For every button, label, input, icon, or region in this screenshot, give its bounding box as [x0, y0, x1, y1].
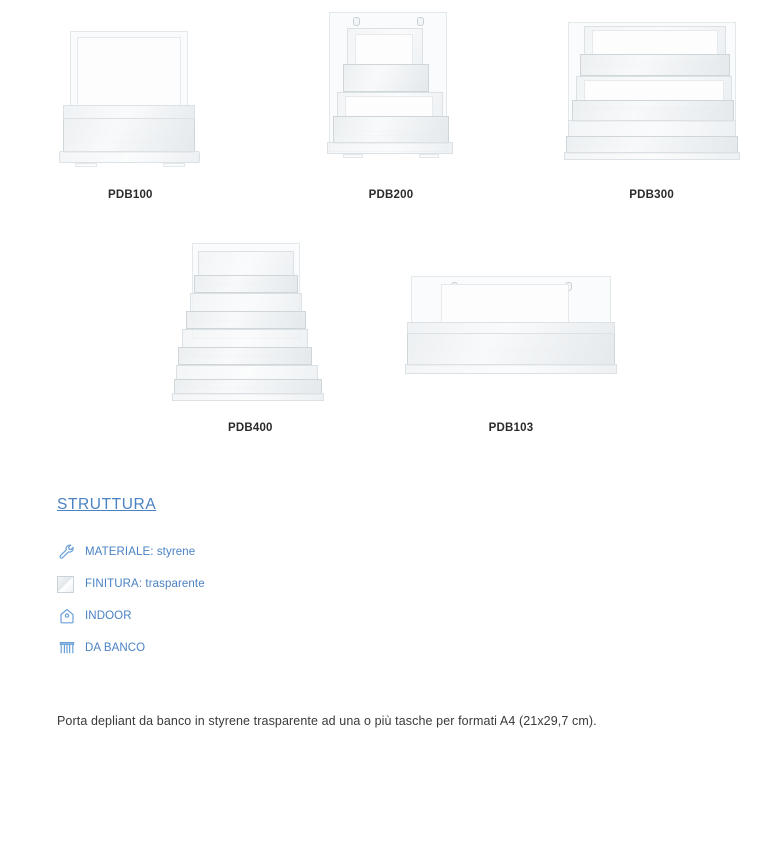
product-row-2 — [0, 241, 782, 434]
brochure-holder-three-tier-icon — [562, 8, 742, 173]
product-image-pdb103 — [403, 241, 618, 406]
product-image-pdb100 — [55, 8, 205, 173]
struttura-section — [57, 496, 737, 664]
finish-swatch-icon — [57, 576, 85, 593]
spec-row-materiale — [57, 536, 737, 568]
spec-row-finitura — [57, 568, 737, 600]
spec-row-indoor — [57, 600, 737, 632]
product-code-label: PDB103 — [488, 422, 534, 434]
spec-list — [57, 536, 737, 664]
struttura-title: STRUTTURA — [57, 496, 157, 513]
counter-table-icon — [57, 638, 85, 658]
spec-row-da-banco — [57, 632, 737, 664]
product-code-label: PDB400 — [227, 422, 273, 434]
product-item-pdb400[interactable] — [120, 241, 381, 434]
spec-label: DA BANCO — [85, 642, 146, 654]
product-item-pdb100[interactable] — [0, 8, 261, 201]
product-item-pdb200[interactable] — [261, 8, 522, 201]
spec-label: FINITURA: trasparente — [85, 578, 205, 590]
product-row-1 — [0, 8, 782, 201]
product-code-label: PDB100 — [107, 189, 153, 201]
product-image-pdb300 — [562, 8, 742, 173]
wrench-icon — [57, 542, 85, 562]
brochure-holder-two-tier-icon — [321, 8, 461, 173]
product-item-pdb103[interactable] — [381, 241, 642, 434]
spec-label: INDOOR — [85, 610, 132, 622]
product-description: Porta depliant da banco in styrene trasparente ad una o più tasche per formati A4 (21x29,7 cm). — [57, 714, 597, 728]
product-item-pdb300[interactable] — [521, 8, 782, 201]
product-code-label: PDB200 — [368, 189, 414, 201]
product-code-label: PDB300 — [629, 189, 674, 201]
spec-label: MATERIALE: styrene — [85, 546, 196, 558]
brochure-holder-wide-single-pocket-icon — [403, 270, 618, 390]
brochure-holder-four-tier-icon — [170, 241, 330, 406]
brochure-holder-single-pocket-icon — [55, 13, 205, 173]
product-image-pdb200 — [321, 8, 461, 173]
home-indoor-icon — [57, 606, 85, 626]
product-image-pdb400 — [170, 241, 330, 406]
